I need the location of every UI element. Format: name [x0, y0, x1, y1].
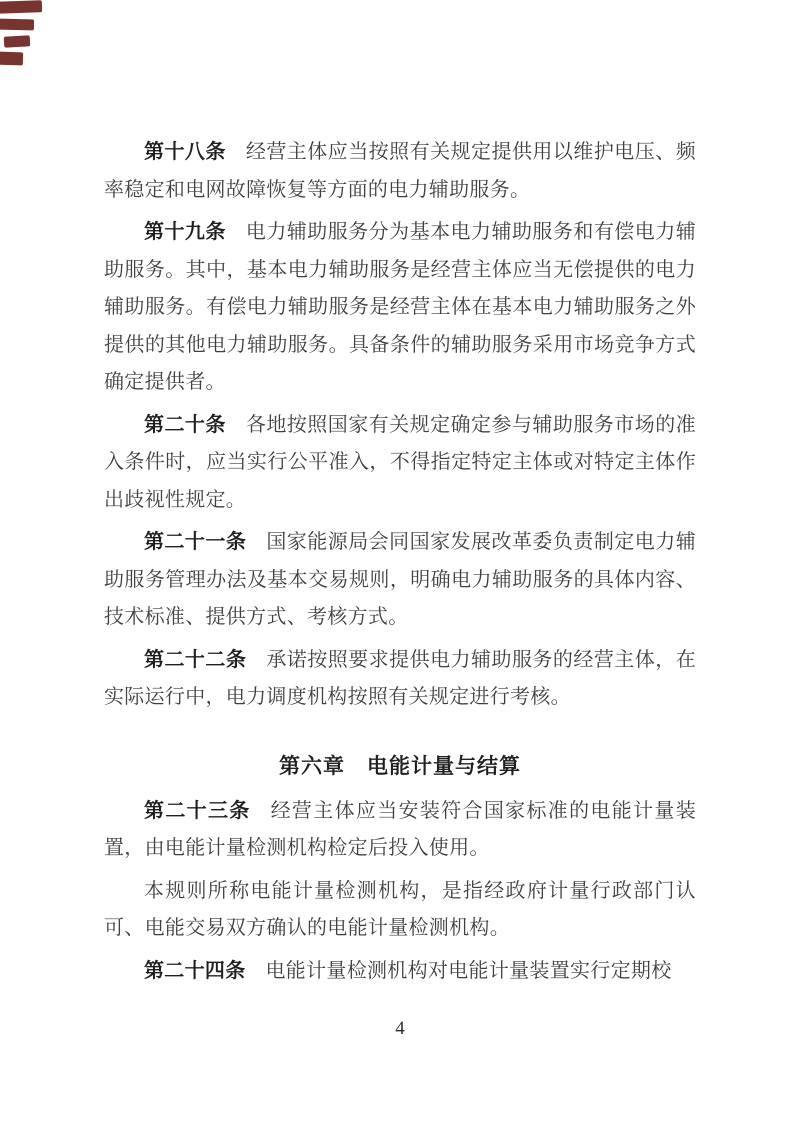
article-18-number: 第十八条	[144, 141, 226, 163]
article-21-number: 第二十一条	[144, 531, 247, 553]
scan-artifact-blob	[0, 19, 34, 31]
article-19-paragraph	[104, 214, 696, 402]
page-number: 4	[395, 1018, 405, 1039]
article-24-text: 电能计量检测机构对电能计量装置实行定期校	[265, 959, 672, 982]
article-18-paragraph	[104, 134, 696, 209]
article-23-number: 第二十三条	[144, 799, 251, 822]
article-19-number: 第十九条	[144, 221, 226, 243]
scan-artifact-blob	[4, 35, 31, 47]
chapter-6-heading: 第六章 电能计量与结算	[279, 754, 521, 778]
definition-paragraph	[104, 873, 696, 948]
article-21-paragraph	[104, 524, 696, 637]
scan-artifact-blob	[0, 52, 23, 66]
definition-paragraph-text: 本规则所称电能计量检测机构，是指经政府计量行政部门认可、电能交易双方确认的电能计量检测机构。	[104, 879, 696, 939]
article-19-text: 电力辅助服务分为基本电力辅助服务和有偿电力辅助服务。其中，基本电力辅助服务是经营主体应当无偿提供的电力辅助服务。有偿电力辅助服务是经营主体在基本电力辅助服务之外提供的其他电力辅助服务。具备条件的辅助服务采用市场竞争方式确定提供者。	[104, 221, 696, 393]
article-20-number: 第二十条	[144, 413, 226, 436]
article-20-text: 各地按照国家有关规定确定参与辅助服务市场的准入条件时，应当实行公平准入，不得指定特定主体或对特定主体作出歧视性规定。	[104, 413, 696, 511]
scan-artifact-marks	[0, 0, 60, 90]
article-22-paragraph	[104, 642, 696, 717]
article-20-paragraph	[104, 407, 696, 520]
article-18-text: 经营主体应当按照有关规定提供用以维护电压、频率稳定和电网故障恢复等方面的电力辅助服务。	[104, 141, 696, 201]
scan-artifact-blob	[0, 0, 42, 14]
article-24-number: 第二十四条	[144, 959, 246, 982]
article-24-paragraph	[104, 953, 696, 991]
article-23-text: 经营主体应当安装符合国家标准的电能计量装置，由电能计量检测机构检定后投入使用。	[104, 799, 697, 859]
article-22-number: 第二十二条	[144, 648, 247, 671]
document-body	[104, 134, 696, 995]
article-21-text: 国家能源局会同国家发展改革委负责制定电力辅助服务管理办法及基本交易规则，明确电力辅助服务的具体内容、技术标准、提供方式、考核方式。	[104, 531, 696, 628]
article-23-paragraph	[104, 793, 696, 868]
article-22-text: 承诺按照要求提供电力辅助服务的经营主体，在实际运行中，电力调度机构按照有关规定进行考核。	[104, 648, 696, 708]
